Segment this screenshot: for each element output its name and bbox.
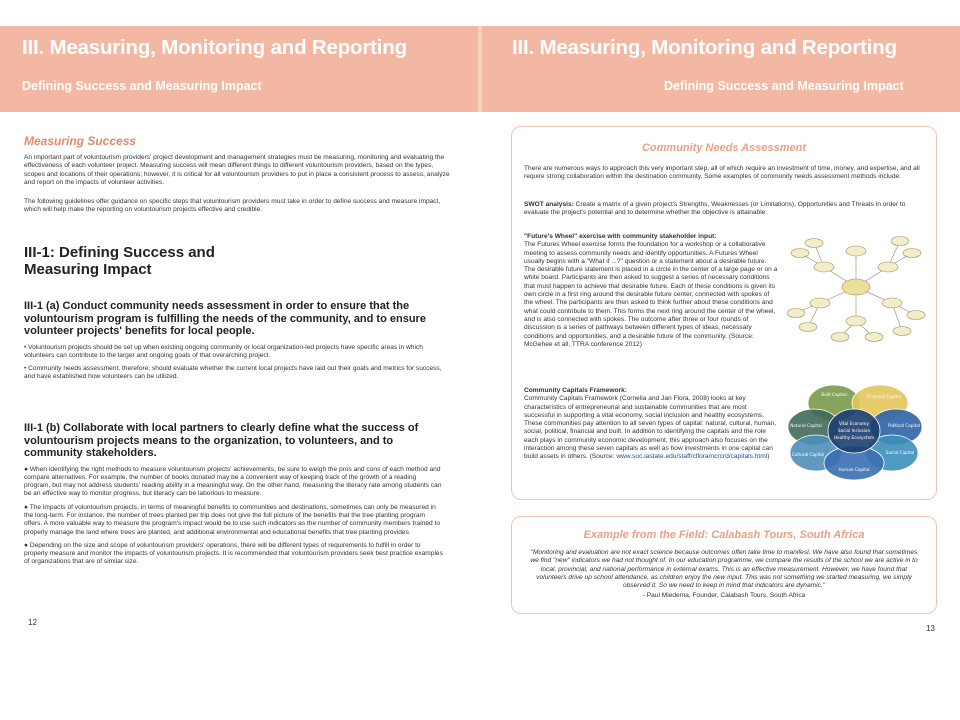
social-capital-label: Social Capital — [885, 450, 915, 455]
built-capital-label: Built Capital — [821, 392, 847, 397]
swot-label: SWOT analysis: — [524, 201, 574, 208]
calabash-attribution: - Paul Miedema, Founder, Calabash Tours, South Africa — [642, 592, 806, 599]
community-capitals-diagram — [784, 383, 924, 481]
futures-label: "Future's Wheel" exercise with community stakeholder input: — [524, 233, 717, 240]
item-a-block — [24, 300, 444, 382]
futures-wheel-block — [524, 233, 779, 349]
futures-text: The Futures Wheel exercise forms the foundation for a workshop or a collaborative meeting to assess community needs and identify opportunities. A Futures Wheel usually begins with a "What if ...?" question or a statement about a desirable future. The desirable future statement is placed in a circle in the center of a large page or on a white board. Participants are then asked to suggest a series of necessary conditions that must happen to achieve that desirable future. Each of these conditions is given its own circle in a first ring around the desirable future center, connected with spokes of the wheel. The participants are then asked to think further about these conditions and what could contribute to them. This forms the next ring around the center of the wheel, and is also connected with spokes. The outcome after three or four rounds of discussion is a series of pathways between different types of ideas, necessary conditions and opportunities, and a desirable future of the community. (Source: McGehee et all, TTRA conference 2012) — [524, 241, 778, 348]
community-needs-title: Community Needs Assessment — [641, 142, 807, 154]
item-a-heading: III-1 (a) Conduct community needs assessment in order to ensure that the voluntourism program is fulfilling the needs of the community, and to ensure volunteer projects' benefits for local people. — [24, 300, 426, 337]
capitals-label: Community Capitals Framework: — [524, 387, 627, 394]
right-page-number: 13 — [926, 624, 935, 633]
item-b-block — [24, 422, 444, 567]
right-header-subtitle: Defining Success and Measuring Impact — [664, 79, 904, 93]
political-capital-label: Political Capital — [887, 423, 921, 428]
page-gutter — [478, 26, 482, 112]
left-page-number: 12 — [28, 618, 37, 627]
human-capital-label: Human Capital — [838, 467, 870, 472]
calabash-example-title: Example from the Field: Calabash Tours, South Africa — [583, 529, 865, 541]
calabash-example-box — [511, 516, 937, 614]
futures-wheel-diagram — [784, 231, 928, 343]
capitals-link[interactable]: www.soc.iastate.edu/staff/cflora/ncrcrd/capitals.html — [616, 453, 768, 461]
capitals-paragraph — [524, 395, 779, 461]
center-label-3: Healthy Ecosystem — [833, 435, 875, 440]
cultural-capital-label: Cultural Capital — [791, 452, 825, 457]
defining-success-heading: III-1: Defining Success and Measuring Impact — [24, 244, 215, 278]
community-needs-box — [511, 126, 937, 500]
item-b-bullet-1: ● When identifying the right methods to measure voluntourism projects' achievements, be sure to weigh the pros and cons of each method and compare alternatives. For example, the number of books donated may be a convenient way of keeping track of the growth of a reading program, but may not address students' reading ability in a meaningful way. On the other hand, measuring the literacy rate among students can be an effective way to monitor progress, but literacy can be laborious to measure. — [24, 465, 442, 498]
item-b-bullet-3: ● Depending on the size and scope of voluntourism providers' operations, there will be different types of requirements to fulfill in order to properly measure and monitor the impacts of voluntourism projects. It is recommended that voluntourism providers seek best practice examples of organizations that are of similar size. — [24, 541, 443, 566]
item-a-bullet-2: • Community needs assessment, therefore, should evaluate whether the current local projects have laid out their goals and metrics for success, and have established how volunteers can be utilized. — [24, 365, 442, 381]
swot-text: Create a matrix of a given project's Strengths, Weaknesses (or Limitations), Opportunities and Threats in order to evaluate the project's potential and to determine whether the objective is attainable. — [524, 201, 906, 217]
capitals-end: ) — [767, 453, 770, 461]
left-header-title: III. Measuring, Monitoring and Reporting — [22, 36, 407, 59]
center-label-1: Vital Economy — [839, 421, 869, 426]
measuring-success-title: Measuring Success — [24, 134, 137, 148]
item-b-bullet-2: ● The impacts of voluntourism projects, in terms of meaningful benefits to communities and destinations, sometimes can only be measured in the long-term. For instance, the number of trees planted per trip does not give the full picture of the benefits that the tree planting program offers. A more valuable way to measure the program's impact would be to use such indicators as the number of community members trained to properly manage the land where trees are planted, and additional environmental and educational benefits that tree planting provides. — [24, 503, 441, 536]
intro-paragraph-1: An important part of voluntourism providers' project development and management strategies must be measuring, monitoring and evaluating the effectiveness of each volunteer project. Measuring success will mean different things to different voluntourism providers, based on the types, scopes and locations of their operations; however, it is critical for all voluntourism providers to put in place a consistent process to assess, analyze and report on the impacts of volunteer activities. — [24, 154, 450, 186]
intro-paragraph-2: The following guidelines offer guidance on specific steps that voluntourism providers must take in order to define success and measure impact, which will help make the reporting on voluntourism projects effective and credible. — [24, 198, 441, 214]
capitals-text: Community Capitals Framework (Cornelia and Jan Flora, 2008) looks at key characteristics of entrepreneurial and sustainable communities that are most successful in supporting a vital economy, social inclusion and healthy ecosystems. These communities pay attention to all seven types of capital: natural, cultural, human, social, political, financial and built. In addition to identifying the capitals and the role each plays in community economic development, this approach also focuses on the interaction among these seven capitals as well as how investments in one capital can build assets in others. (Source: — [524, 395, 777, 461]
calabash-quote: "Monitoring and evaluation are not exact science because outcomes often take time to manifest. We have also found that sometimes we find "new" indicators we had not thought of. In our education programme, we compare the results of the school we are active in to local, provincial, and national performance in external exams. This is an effective measurement. However, we have found that volunteers drive up school attendance, as children enjoy the new input. This was not something we started measuring, we simply observed it. So we need to keep in mind that indicators are dynamic." — [530, 549, 918, 590]
financial-capital-label: Financial Capital — [866, 394, 902, 399]
natural-capital-label: Natural Capital — [790, 423, 822, 428]
box1-intro: There are numerous ways to approach this very important step, all of which require an investment of time, money, and expertise, and all require strong collaboration within the destination community. Some examples of community needs assessment methods include: — [524, 165, 920, 181]
capitals-block — [524, 387, 779, 462]
center-label-2: Social Inclusion — [837, 428, 871, 433]
item-b-heading: III-1 (b) Collaborate with local partners to clearly define what the success of voluntourism projects means to the organization, to volunteers, and to community stakeholders. — [24, 422, 419, 459]
swot-paragraph — [524, 201, 924, 218]
right-header-title: III. Measuring, Monitoring and Reporting — [512, 36, 897, 59]
item-a-bullet-1: • Voluntourism projects should be set up when existing ongoing community or local organization-led projects have specific areas in which volunteers can contribute to the larger and ongoing goals of that overarching project. — [24, 343, 423, 359]
left-header-subtitle: Defining Success and Measuring Impact — [22, 79, 262, 93]
